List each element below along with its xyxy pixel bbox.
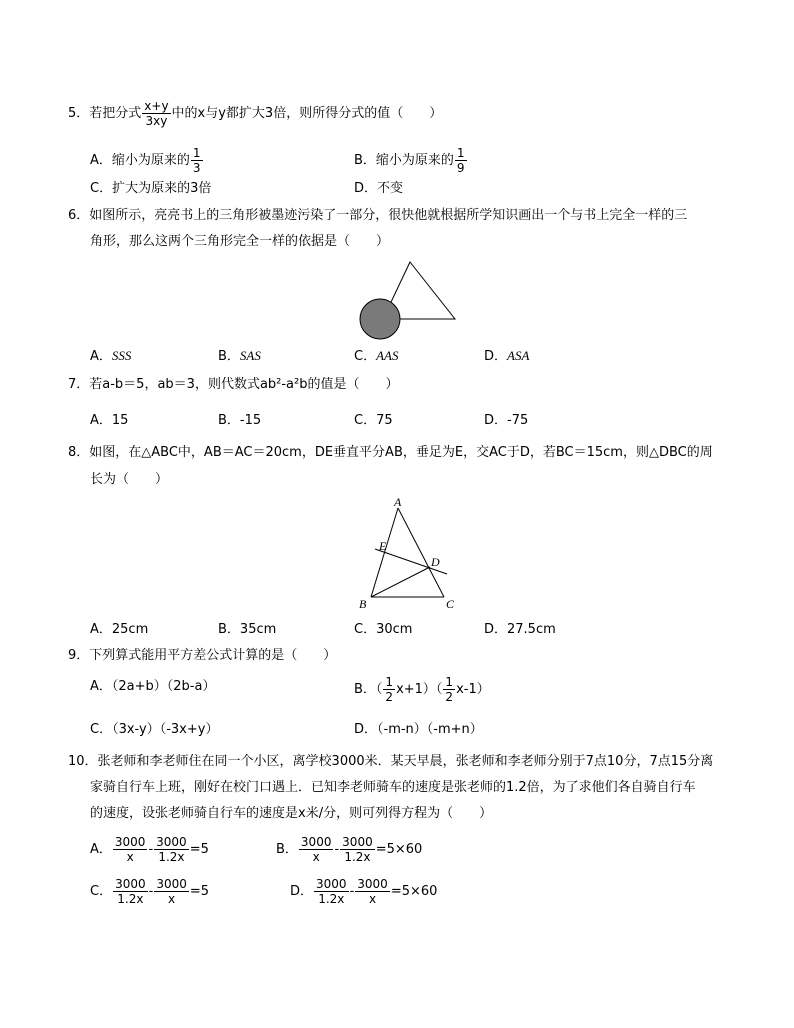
q10-option-d-rhs: =5×60 <box>390 884 438 899</box>
q5-option-a-text: A．缩小为原来的 <box>90 153 190 168</box>
q9-option-b-part2: x+1）（ <box>396 682 443 697</box>
q6-figure <box>355 258 460 340</box>
q5-option-a[interactable] <box>90 146 204 175</box>
q10-option-c-d1: 1.2x <box>117 892 144 906</box>
q10-option-b-rhs: =5×60 <box>375 842 423 857</box>
q10-option-b-n1: 3000 <box>300 835 332 849</box>
q5-option-c[interactable]: C．扩大为原来的3倍 <box>90 181 212 196</box>
q7-option-d[interactable]: D．-75 <box>484 413 529 428</box>
q10-option-c-n2: 3000 <box>156 877 187 891</box>
q10-option-d-frac2 <box>355 877 390 906</box>
q10-option-d-n1: 3000 <box>316 877 347 891</box>
q10-option-d-d2: x <box>368 892 377 906</box>
q10-option-d-d1: 1.2x <box>318 892 345 906</box>
q10-option-b-frac2 <box>340 835 375 864</box>
q8-segment-bd <box>371 567 430 597</box>
q10-option-a-d2: 1.2x <box>158 850 185 864</box>
q9-half-num-2: 1 <box>445 675 454 689</box>
q10-option-d-label: D． <box>290 884 314 899</box>
q6-option-c-text: AAS <box>376 348 399 363</box>
q9-option-a[interactable]: A．（2a+b）（2b-a） <box>90 679 216 694</box>
q9-option-b-part1: B．（ <box>354 682 383 697</box>
q5-stem <box>68 99 442 128</box>
q6-stem-line2: 角形，那么这两个三角形完全一样的依据是（ ） <box>90 234 390 249</box>
q5-option-d[interactable]: D．不变 <box>354 181 404 196</box>
q9-option-b-part3: x-1） <box>456 682 490 697</box>
q5-frac-num: x+y <box>144 99 169 113</box>
q7-option-a[interactable]: A．15 <box>90 413 129 428</box>
q6-stem-line1: 6．如图所示，亮亮书上的三角形被墨迹污染了一部分，很快他就根据所学知识画出一个与书上完全一样的三 <box>68 208 688 223</box>
q10-option-a-frac2 <box>154 835 189 864</box>
q8-option-c[interactable]: C．30cm <box>354 622 413 637</box>
q10-option-b[interactable] <box>276 835 422 864</box>
q5-option-b[interactable] <box>354 146 468 175</box>
q8-stem-line1: 8．如图，在△ABC中，AB＝AC＝20cm，DE垂直平分AB，垂足为E，交AC于D，若BC＝15cm，则△DBC的周 <box>68 445 713 460</box>
q9-option-b-half-1 <box>383 675 395 704</box>
q9-option-d[interactable]: D．（-m-n）（-m+n） <box>354 722 483 737</box>
q10-option-a[interactable] <box>90 835 209 864</box>
q5-stem-b: 中的x与y都扩大3倍，则所得分式的值（ ） <box>171 106 443 121</box>
q9-stem: 9．下列算式能用平方差公式计算的是（ ） <box>68 648 337 663</box>
q10-stem-line3: 的速度，设张老师骑自行车的速度是x米/分，则可列得方程为（ ） <box>90 806 493 821</box>
q5-fraction <box>142 99 170 128</box>
q6-option-d-prefix: D． <box>484 349 508 364</box>
q10-option-b-d2: 1.2x <box>344 850 371 864</box>
q6-option-d[interactable] <box>484 347 529 366</box>
q9-option-b-half-2 <box>443 675 455 704</box>
q6-option-a-text: SSS <box>111 348 132 363</box>
q5-frac-den: 3xy <box>145 114 168 128</box>
q10-option-b-frac1 <box>299 835 334 864</box>
q10-option-c-label: C． <box>90 884 113 899</box>
q10-stem-line2: 家骑自行车上班，刚好在校门口遇上．已知李老师骑车的速度是张老师的1.2倍，为了求他们各自骑自行车 <box>90 780 696 795</box>
q5-option-b-den: 9 <box>456 161 465 175</box>
q10-option-a-frac1 <box>113 835 148 864</box>
q8-label-d: D <box>431 555 440 569</box>
q8-label-e: E <box>379 539 387 553</box>
q9-half-den-2: 2 <box>445 690 454 704</box>
q6-option-d-text: ASA <box>507 348 530 363</box>
q8-segment-ac <box>398 508 444 597</box>
q10-option-c-n1: 3000 <box>115 877 146 891</box>
q8-label-c: C <box>446 597 455 611</box>
q10-option-c-frac2 <box>154 877 189 906</box>
q8-option-b[interactable]: B．35cm <box>218 622 277 637</box>
q10-option-a-d1: x <box>126 850 134 864</box>
q6-option-c-prefix: C． <box>354 349 377 364</box>
q10-option-b-d1: x <box>312 850 320 864</box>
q10-option-c-rhs: =5 <box>189 884 210 899</box>
q6-ink-blot <box>360 299 400 339</box>
q5-option-b-frac <box>455 146 467 175</box>
q10-option-c-minus: - <box>148 884 154 899</box>
q7-option-c[interactable]: C．75 <box>354 413 393 428</box>
q10-option-d-n2: 3000 <box>357 877 388 891</box>
q10-option-d-frac1 <box>314 877 349 906</box>
q10-option-b-n2: 3000 <box>342 835 373 849</box>
q6-option-a[interactable] <box>90 347 131 366</box>
q10-option-c[interactable] <box>90 877 209 906</box>
q10-option-d-minus: - <box>349 884 355 899</box>
q8-option-a[interactable]: A．25cm <box>90 622 149 637</box>
q5-option-a-den: 3 <box>192 161 201 175</box>
q5-option-b-text: B．缩小为原来的 <box>354 153 454 168</box>
q10-option-c-frac1 <box>113 877 148 906</box>
q8-label-a: A <box>394 495 402 509</box>
q6-option-c[interactable] <box>354 347 398 366</box>
q10-option-a-n2: 3000 <box>156 835 187 849</box>
q5-option-a-frac <box>191 146 203 175</box>
q8-stem-line2: 长为（ ） <box>90 472 169 487</box>
q10-option-a-minus: - <box>148 842 154 857</box>
q10-option-a-rhs: =5 <box>189 842 209 857</box>
q10-stem-line1: 10．张老师和李老师住在同一个小区，离学校3000米．某天早晨，张老师和李老师分别于7点10分，7点15分离 <box>68 754 714 769</box>
q5-stem-a: 5．若把分式 <box>68 106 142 121</box>
q10-option-b-label: B． <box>276 842 298 857</box>
q6-option-a-prefix: A． <box>90 349 112 364</box>
q5-option-b-num: 1 <box>456 146 465 160</box>
q8-figure <box>355 494 460 614</box>
q8-option-d[interactable]: D．27.5cm <box>484 622 556 637</box>
q5-option-a-num: 1 <box>192 146 201 160</box>
q8-label-b: B <box>359 597 367 611</box>
q6-option-b[interactable] <box>218 347 261 366</box>
q9-option-b[interactable] <box>354 675 490 704</box>
q7-option-b[interactable]: B．-15 <box>218 413 262 428</box>
q9-half-den-1: 2 <box>385 690 394 704</box>
q10-option-c-d2: x <box>168 892 176 906</box>
q10-option-a-n1: 3000 <box>114 835 146 849</box>
q9-half-num-1: 1 <box>385 675 394 689</box>
q6-option-b-text: SAS <box>239 348 261 363</box>
q7-stem: 7．若a-b＝5，ab＝3，则代数式ab²-a²b的值是（ ） <box>68 377 399 392</box>
q10-option-b-minus: - <box>334 842 340 857</box>
q10-option-a-label: A． <box>90 842 112 857</box>
q10-option-d[interactable] <box>290 877 437 906</box>
q6-option-b-prefix: B． <box>218 349 240 364</box>
q9-option-c[interactable]: C．（3x-y）（-3x+y） <box>90 722 219 737</box>
